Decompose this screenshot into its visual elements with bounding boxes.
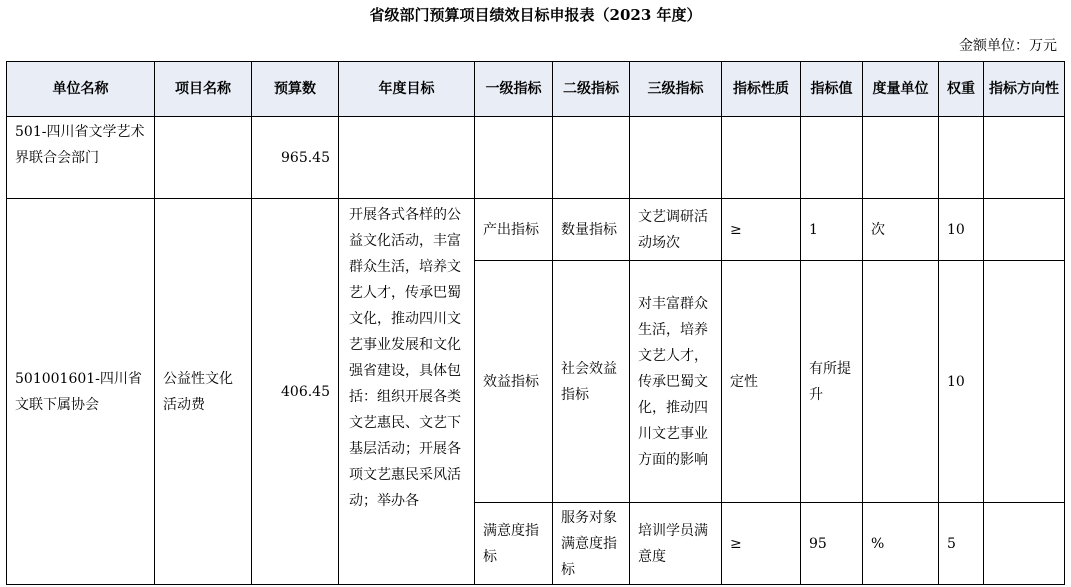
indicator-weight: 10: [939, 261, 984, 503]
empty-cell: [630, 117, 722, 199]
header-weight: 权重: [939, 62, 984, 117]
indicator-nature: ≥: [722, 199, 801, 261]
indicator-level2: 社会效益指标: [553, 261, 630, 503]
project-unit-name: 501001601-四川省文联下属协会: [7, 199, 155, 585]
indicator-unit: %: [863, 503, 939, 585]
indicator-level3: 培训学员满意度: [630, 503, 722, 585]
header-level1: 一级指标: [475, 62, 553, 117]
empty-cell: [939, 117, 984, 199]
project-budget: 406.45: [252, 199, 339, 585]
indicator-direction: [984, 199, 1065, 261]
header-measure-unit: 度量单位: [863, 62, 939, 117]
header-annual-goal: 年度目标: [339, 62, 475, 117]
empty-cell: [722, 117, 801, 199]
indicator-level3: 文艺调研活动场次: [630, 199, 722, 261]
empty-cell: [553, 117, 630, 199]
indicator-nature: ≥: [722, 503, 801, 585]
indicator-level2: 服务对象满意度指标: [553, 503, 630, 585]
header-nature: 指标性质: [722, 62, 801, 117]
indicator-level1: 产出指标: [475, 199, 553, 261]
dept-row: [7, 117, 1065, 199]
dept-project-name: [155, 117, 252, 199]
indicator-level2: 数量指标: [553, 199, 630, 261]
dept-name: 501-四川省文学艺术界联合会部门: [7, 117, 155, 199]
indicator-weight: 5: [939, 503, 984, 585]
empty-cell: [801, 117, 863, 199]
indicator-value: 有所提升: [801, 261, 863, 503]
dept-budget: 965.45: [252, 117, 339, 199]
header-row: [7, 62, 1065, 117]
header-level3: 三级指标: [630, 62, 722, 117]
page-title: 省级部门预算项目绩效目标申报表（2023 年度）: [369, 6, 702, 24]
empty-cell: [475, 117, 553, 199]
empty-cell: [863, 117, 939, 199]
indicator-direction: [984, 261, 1065, 503]
header-unit-name: 单位名称: [7, 62, 155, 117]
indicator-level1: 效益指标: [475, 261, 553, 503]
project-annual-goal: 开展各式各样的公益文化活动，丰富群众生活，培养文艺人才，传承巴蜀文化，推动四川文艺事业发展和文化强省建设，具体包括：组织开展各类文艺惠民、文艺下基层活动；开展各项文艺惠民采风活动；举办各: [339, 199, 475, 585]
indicator-value: 1: [801, 199, 863, 261]
indicator-nature: 定性: [722, 261, 801, 503]
indicator-direction: [984, 503, 1065, 585]
header-level2: 二级指标: [553, 62, 630, 117]
indicator-level1: 满意度指标: [475, 503, 553, 585]
indicator-value: 95: [801, 503, 863, 585]
header-direction: 指标方向性: [984, 62, 1065, 117]
indicator-level3: 对丰富群众生活，培养文艺人才，传承巴蜀文化，推动四川文艺事业方面的影响: [630, 261, 722, 503]
amount-unit-note: 金额单位：万元: [959, 38, 1057, 54]
indicator-row: [7, 199, 1065, 261]
header-project-name: 项目名称: [155, 62, 252, 117]
empty-cell: [984, 117, 1065, 199]
empty-cell: [339, 117, 475, 199]
indicator-unit: 次: [863, 199, 939, 261]
header-budget: 预算数: [252, 62, 339, 117]
header-value: 指标值: [801, 62, 863, 117]
project-name: 公益性文化活动费: [155, 199, 252, 585]
indicator-weight: 10: [939, 199, 984, 261]
performance-table: [6, 61, 1065, 585]
indicator-unit: [863, 261, 939, 503]
